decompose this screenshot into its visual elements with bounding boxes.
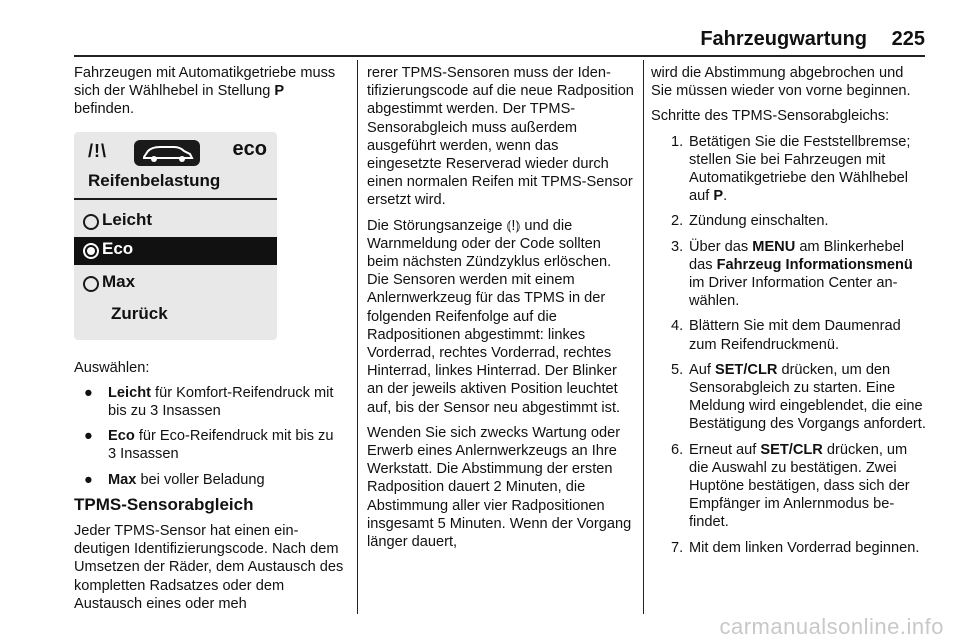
select-label: Auswählen: bbox=[74, 359, 150, 376]
page-number: 225 bbox=[891, 28, 925, 50]
column-1 bbox=[74, 64, 344, 620]
bullet-icon: ● bbox=[84, 384, 93, 401]
bullet-icon: ● bbox=[84, 428, 93, 445]
display-divider bbox=[74, 198, 277, 200]
option-leicht[interactable]: Leicht bbox=[74, 208, 277, 236]
watermark: carmanualsonline.info bbox=[719, 614, 944, 639]
list-item: ● Max bei voller Beladung bbox=[84, 471, 265, 488]
column-2 bbox=[367, 64, 635, 558]
tire-load-display-figure bbox=[74, 132, 277, 340]
option-back[interactable]: Zurück bbox=[111, 303, 168, 323]
option-max[interactable]: Max bbox=[74, 270, 277, 298]
step-item: 3. Über das MENU am Blinkerhebel das Fahrzeug Informationsmenü im Driver Information Center anwählen. bbox=[671, 238, 913, 310]
list-item: ● Leicht für Komfort-Reifendruck mit bis zu 3 Insassen bbox=[84, 384, 334, 420]
body-paragraph: rerer TPMS-Sensoren muss der Identifizierungscode auf die neue Radposition abgestimmt werden. Der TPMS-Sensorabgleich muss außerdem ausgeführt werden, wenn das eingesetzte Reserverad wieder durch einen normalen Reifen mit TPMS-Sensor ersetzt wird. bbox=[367, 65, 634, 209]
step-item: 6. Erneut auf SET/CLR drücken, um die Auswahl zu bestätigen. Zwei Huptöne bestätigen, dass sich der Empfänger im Anlernmodus befindet. bbox=[671, 441, 910, 531]
car-icon-svg bbox=[134, 140, 200, 166]
bullet-icon: ● bbox=[84, 471, 93, 488]
step-item: 7. Mit dem linken Vorderrad beginnen. bbox=[671, 539, 920, 556]
load-options-list bbox=[74, 384, 344, 489]
radio-selected-icon bbox=[83, 243, 99, 259]
column-divider bbox=[357, 60, 358, 614]
section-heading: TPMS-Sensorabgleich bbox=[74, 494, 254, 514]
body-paragraph: Die Störungsanzeige ⦅!⦆ und die Warnmeldung oder der Code sollten beim nächsten Zündzyklus erlöschen. Die Sensoren werden mit einem Anlernwerkzeug für das TPMS in der folgenden Reifenfolge auf die Radpositionen abgestimmt: linkes Vorderrad, rechtes Vorderrad, rechtes Hinterrad, linkes Hinterrad. Der Blinker an der jeweils aktiven Position leuchtet auf, bis der Sensor neu abgestimmt ist. bbox=[367, 217, 621, 416]
page-header bbox=[74, 28, 925, 54]
body-paragraph: Wenden Sie sich zwecks Wartung oder Erwerb eines Anlernwerkzeugs an Ihre Werkstatt. Die Abstimmung der ersten Radposition dauert 2 Minuten, die Abstimmung aller vier Radpositionen insgesamt 5 Minuten. Wenn der Vorgang länger dauert, bbox=[367, 424, 632, 551]
option-eco-selected[interactable]: Eco bbox=[74, 237, 277, 265]
car-icon bbox=[134, 140, 200, 166]
step-item: 2. Zündung einschalten. bbox=[671, 213, 829, 230]
body-paragraph: wird die Abstimmung abgebrochen und Sie müssen wieder von vorne beginnen. bbox=[651, 65, 911, 100]
step-item: 4. Blättern Sie mit dem Daumenrad zum Reifendruckmenü. bbox=[671, 318, 901, 353]
list-item: ● Eco für Eco-Reifendruck mit bis zu 3 Insassen bbox=[84, 428, 334, 463]
radio-empty-icon bbox=[83, 276, 99, 292]
header-title: Fahrzeugwartung bbox=[700, 28, 867, 50]
radio-empty-icon bbox=[83, 214, 99, 230]
steps-list bbox=[651, 133, 928, 557]
header-rule bbox=[74, 55, 925, 57]
step-item: 5. Auf SET/CLR drücken, um den Sensorabgleich zu starten. Eine Meldung wird eingeblendet, die eine Bestätigung des Vorgangs anfordert. bbox=[671, 361, 926, 433]
steps-intro: Schritte des TPMS-Sensorabgleichs: bbox=[651, 108, 890, 125]
display-title: Reifenbelastung bbox=[88, 170, 221, 190]
step-item: 1. Betätigen Sie die Feststellbremse; stellen Sie bei Fahrzeugen mit Automatikgetriebe den Wählhebel auf P. bbox=[671, 133, 911, 205]
display-status-bar bbox=[84, 139, 267, 169]
intro-paragraph: Fahrzeugen mit Automatikgetriebe muss sich der Wählhebel in Stellung P befinden. bbox=[74, 65, 336, 118]
column-3 bbox=[651, 64, 928, 564]
body-paragraph: Jeder TPMS-Sensor hat einen eindeutigen Identifizierungscode. Nach dem Umsetzen der Räder, dem Austausch des kompletten Radsatzes oder dem Austausch eines oder meh bbox=[74, 523, 344, 612]
eco-label: eco bbox=[232, 137, 267, 160]
column-divider bbox=[643, 60, 644, 614]
warning-icon: /!\ bbox=[88, 140, 107, 161]
